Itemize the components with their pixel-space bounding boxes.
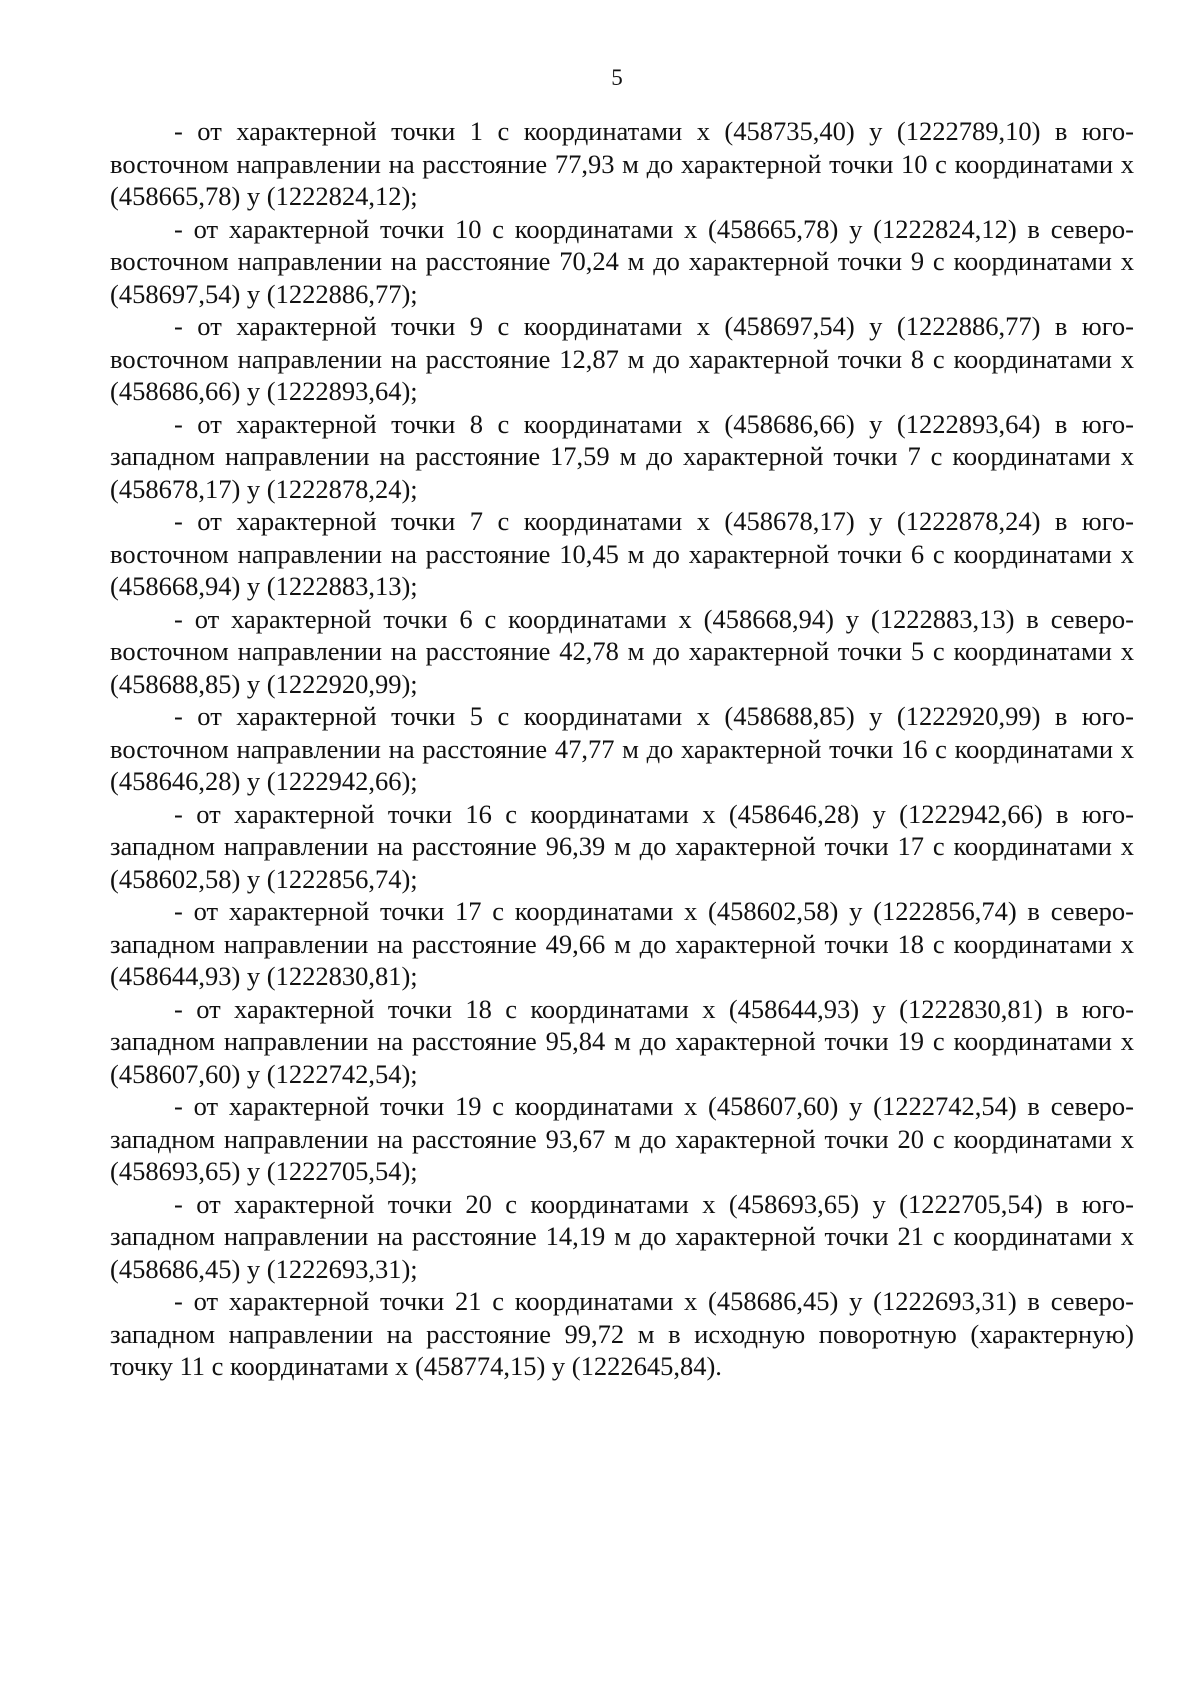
boundary-paragraph: - от характерной точки 5 с координатами х (458688,85) у (1222920,99) в юго-восточном направлении на расстояние 47,77 м до характерной точки 16 с координатами х (458646,28) у (1222942,66); (110, 701, 1134, 796)
document-body (110, 115, 1134, 1383)
boundary-paragraph: - от характерной точки 10 с координатами х (458665,78) у (1222824,12) в северо-восточном направлении на расстояние 70,24 м до характерной точки 9 с координатами х (458697,54) у (1222886,77); (110, 213, 1134, 309)
boundary-paragraph: - от характерной точки 20 с координатами х (458693,65) у (1222705,54) в юго-западном направлении на расстояние 14,19 м до характерной точки 21 с координатами х (458686,45) у (1222693,31); (110, 1188, 1134, 1284)
boundary-paragraph: - от характерной точки 17 с координатами х (458602,58) у (1222856,74) в северо-западном направлении на расстояние 49,66 м до характерной точки 18 с координатами х (458644,93) у (1222830,81); (110, 896, 1134, 991)
page-number: 5 (611, 65, 623, 90)
boundary-paragraph: - от характерной точки 19 с координатами х (458607,60) у (1222742,54) в северо-западном направлении на расстояние 93,67 м до характерной точки 20 с координатами х (458693,65) у (1222705,54); (110, 1091, 1134, 1186)
boundary-paragraph: - от характерной точки 1 с координатами х (458735,40) у (1222789,10) в юго-восточном направлении на расстояние 77,93 м до характерной точки 10 с координатами х (458665,78) у (1222824,12); (110, 116, 1134, 211)
boundary-paragraph: - от характерной точки 9 с координатами х (458697,54) у (1222886,77) в юго-восточном направлении на расстояние 12,87 м до характерной точки 8 с координатами х (458686,66) у (1222893,64); (110, 311, 1134, 406)
boundary-paragraph: - от характерной точки 21 с координатами х (458686,45) у (1222693,31) в северо-западном направлении на расстояние 99,72 м в исходную поворотную (характерную) точку 11 с координатами х (458774,15) у (1222645,84). (110, 1286, 1134, 1381)
boundary-paragraph: - от характерной точки 18 с координатами х (458644,93) у (1222830,81) в юго-западном направлении на расстояние 95,84 м до характерной точки 19 с координатами х (458607,60) у (1222742,54); (110, 993, 1134, 1089)
boundary-paragraph: - от характерной точки 16 с координатами х (458646,28) у (1222942,66) в юго-западном направлении на расстояние 96,39 м до характерной точки 17 с координатами х (458602,58) у (1222856,74); (110, 798, 1134, 894)
boundary-paragraph: - от характерной точки 6 с координатами х (458668,94) у (1222883,13) в северо-восточном направлении на расстояние 42,78 м до характерной точки 5 с координатами х (458688,85) у (1222920,99); (110, 603, 1134, 699)
boundary-paragraph: - от характерной точки 7 с координатами х (458678,17) у (1222878,24) в юго-восточном направлении на расстояние 10,45 м до характерной точки 6 с координатами х (458668,94) у (1222883,13); (110, 506, 1134, 601)
boundary-paragraph: - от характерной точки 8 с координатами х (458686,66) у (1222893,64) в юго-западном направлении на расстояние 17,59 м до характерной точки 7 с координатами х (458678,17) у (1222878,24); (110, 408, 1134, 504)
